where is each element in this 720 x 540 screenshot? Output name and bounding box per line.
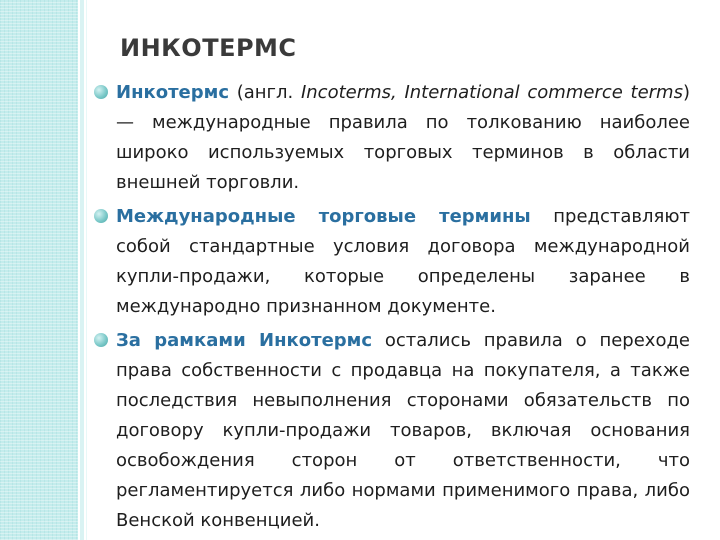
- bullet-icon: [94, 333, 108, 347]
- bullet-text: ) — международные правила по толкованию наиболее широко используемых торговых терминов в области внешней торговли.: [116, 82, 690, 193]
- slide-title: ИНКОТЕРМС: [120, 34, 297, 62]
- term-highlight: За рамками Инкотермс: [116, 330, 373, 351]
- bullet-item-incoterms: [92, 78, 690, 198]
- bullet-text: (англ.: [229, 82, 301, 103]
- bullet-text: остались правила о переходе права собственности с продавца на покупателя, а также последствия невыполнения сторонами обязательств по договору купли-продажи товаров, включая основания освобождения сторон от ответственности, что регламентируется либо нормами применимого права, либо Венской конвенцией.: [116, 330, 690, 531]
- bullet-icon: [94, 85, 108, 99]
- bullet-text-italic: Incoterms, International commerce terms: [300, 82, 683, 103]
- term-highlight: Инкотермс: [116, 82, 229, 103]
- slide-body: [92, 78, 690, 540]
- decorative-divider: [80, 0, 84, 540]
- bullet-item-trade-terms: [92, 202, 690, 322]
- bullet-icon: [94, 209, 108, 223]
- decorative-divider-thin: [86, 0, 87, 540]
- decorative-side-band: [0, 0, 78, 540]
- term-highlight: Международные торговые термины: [116, 206, 531, 227]
- bullet-text: представляют собой стандартные условия договора международной купли-продажи, которые определены заранее в международно признанном документе.: [116, 206, 690, 317]
- bullet-item-outside-scope: [92, 326, 690, 536]
